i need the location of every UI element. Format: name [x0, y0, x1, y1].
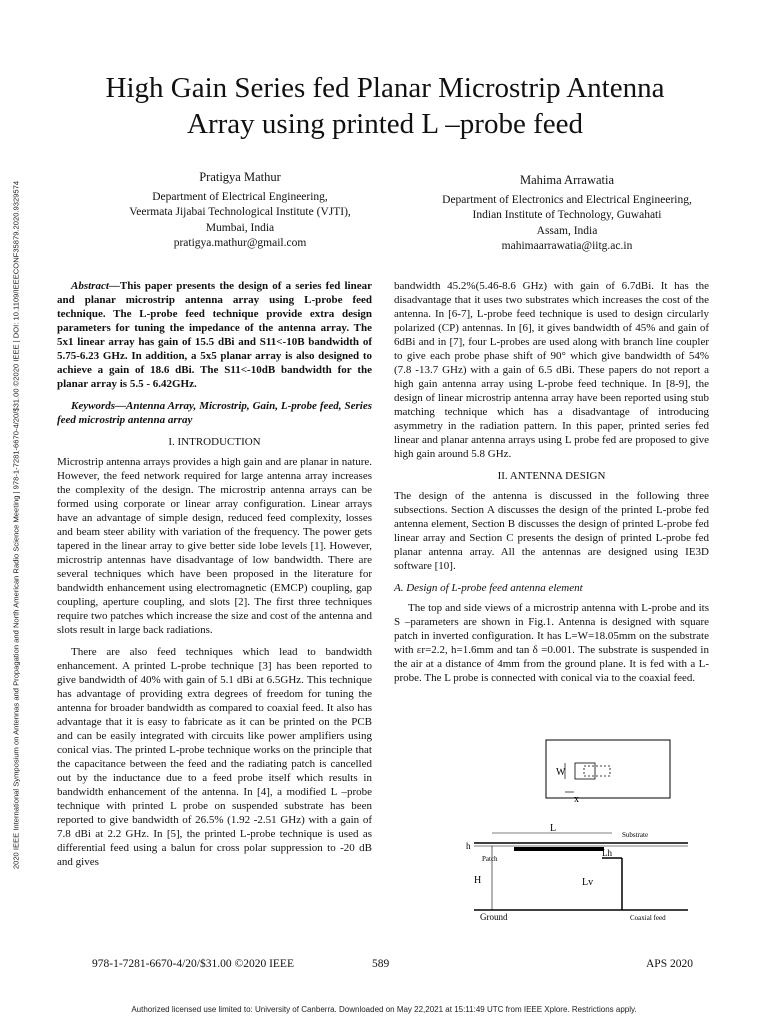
- section-heading: II. ANTENNA DESIGN: [497, 470, 606, 482]
- author-affiliation: Veermata Jijabai Technological Institute (VJTI),: [129, 206, 351, 218]
- label-l: L: [550, 823, 557, 834]
- right-column: [394, 279, 709, 693]
- paragraph: The design of the antenna is discussed in the following three subsections. Section A discusses the design of the printed L-probe fed antenna element, Section B discusses the design of printed L-probe fed linear array and Section C presents the design of printed L-probe fed planar antenna array. All the antennas are designed using IE3D software [10].: [394, 490, 709, 572]
- page-number: 589: [372, 958, 390, 970]
- subsection-heading: A. Design of L-probe feed antenna element: [394, 582, 583, 594]
- author-2: [392, 173, 742, 255]
- title-line-1: High Gain Series fed Planar Microstrip Antenna: [105, 72, 665, 104]
- label-coax: Coaxial feed: [630, 914, 666, 922]
- author-email: mahimaarrawatia@iitg.ac.in: [501, 240, 633, 252]
- author-1: [75, 170, 405, 252]
- author-location: Assam, India: [536, 224, 598, 237]
- section-heading: I. INTRODUCTION: [168, 436, 261, 448]
- paper-title: [40, 70, 730, 142]
- paragraph: The top and side views of a microstrip antenna with L-probe and its S –parameters are shown in Fig.1. Antenna is designed with square patch in inverted configuration. It has L=W=18.05mm on the substrate with εr=2.2, h=1.6mm and tan δ =0.001. The substrate is suspended in the air at a distance of 4mm from the ground plane. It is fed with a L-probe. The L probe is connected with conical via to the coaxial feed.: [394, 602, 709, 684]
- footer-conference: APS 2020: [646, 958, 693, 970]
- author-affiliation: Department of Electrical Engineering,: [152, 190, 328, 203]
- label-substrate: Substrate: [622, 831, 649, 839]
- title-line-2: Array using printed L –probe feed: [187, 108, 583, 140]
- label-patch: Patch: [482, 855, 498, 863]
- paragraph: There are also feed techniques which lead to bandwidth enhancement. A printed L-probe technique [3] has been reported to give bandwidth of 40% with gain of 5.1 dBi at 6.5GHz. This technique has advantage of providing extra degrees of freedom for tuning the antenna for broader bandwidth as compared to coaxial feed. It also has advantage that it is easy to fabricate as it can be printed on the PCB and can be easily integrated with circuits like power amplifiers using conical vias. The printed L-probe technique works on the principle that the capacitance between the feed and the radiating patch is cancelled out by the inductance due to a feed probe itself which results in bandwidth enhancement of the antenna. In [4], a modified L –probe technique with printed L probe on suspended substrate has been reported to give bandwidth of 26.5% (1.92 -2.51 GHz) with a gain of 7.8 dBi at 2.2 GHz. In [5], the printed L-probe technique is used as differential feed using a balun for cross polar suppression to -20 dB and gives: [57, 646, 372, 868]
- author-affiliation: Department of Electronics and Electrical Engineering,: [442, 193, 692, 206]
- left-column: [57, 279, 372, 877]
- author-name: Pratigya Mathur: [199, 170, 281, 184]
- side-citation: 2020 IEEE International Symposium on Antennas and Propagation and North American Radio Science Meeting | 978-1-7281-6670-4/20/$31.00 ©2020 IEEE | DOI: 10.1109/IEEECONF35879.2020.9329574: [11, 180, 21, 870]
- license-notice: Authorized licensed use limited to: University of Canberra. Downloaded on May 22,2021 at 15:11:49 UTC from IEEE Xplore. Restrictions apply.: [131, 1005, 637, 1014]
- label-big-h: H: [474, 875, 482, 886]
- label-x: x: [574, 794, 579, 805]
- label-ground: Ground: [480, 912, 508, 922]
- label-w: W: [556, 767, 566, 778]
- footer-isbn: 978-1-7281-6670-4/20/$31.00 ©2020 IEEE: [92, 958, 294, 970]
- author-affiliation: Indian Institute of Technology, Guwahati: [472, 209, 662, 221]
- keywords: Keywords—Antenna Array, Microstrip, Gain, L-probe feed, Series feed microstrip antenna array: [57, 400, 372, 426]
- top-view-probe: [584, 766, 610, 776]
- label-h: h: [466, 841, 471, 851]
- author-email: pratigya.mathur@gmail.com: [173, 237, 307, 249]
- paragraph: Microstrip antenna arrays provides a high gain and are planar in nature. However, the feed network required for large antenna array increases the complexity of the design. The microstrip antenna arrays can be formed using corporate or linear array configuration. Linear arrays have an advantage of simple design, reduced feed complexity, losses and beam steer ability with variation of the frequency. The power gets tapered in the linear array to give better side lobe levels [1]. However, microstrip antennas have disadvantage of low bandwidth. There are several techniques which have been proposed in the literature for bandwidth enhancement using electromagnetic (EMCP) coupling, gap coupling, aperture coupling, and slots [2]. The first three techniques require two patches which increase the size and cost of the antenna and slots result in large back radiations.: [57, 456, 372, 636]
- label-lh: Lh: [602, 848, 612, 858]
- author-location: Mumbai, India: [205, 221, 275, 234]
- patch-strip: [514, 847, 604, 851]
- figure-1: [462, 735, 694, 925]
- abstract: Abstract—This paper presents the design of a series fed linear and planar microstrip antenna array using L-probe feed technique. The L-probe feed technique provide extra design parameters for tuning the impedance of the antenna array. The 5x1 linear array has gain of 15.5 dBi and S11<-10B bandwidth of 5.75-6.23 GHz. In addition, a 5x5 planar array is also designed to achieve a gain of 18.6 dBi. The S11<-10dB bandwidth for the planar array is 5.5 - 6.42GHz.: [57, 280, 372, 390]
- author-name: Mahima Arrawatia: [519, 173, 615, 187]
- label-lv: Lv: [582, 877, 594, 888]
- paragraph: bandwidth 45.2%(5.46-8.6 GHz) with gain of 6.7dBi. It has the disadvantage that it uses two substrates which increases the cost of the antenna. In [6-7], L-probe feed technique is used to design circularly polarized (CP) antennas. In [6], it gives bandwidth of 45% and gain of 6dBi and in [7], four L-probes are used along with branch line coupler to give each probe phase shift of 90° which give bandwidth of 54% (7.8 -13.7 GHz) with a gain of 6.5 dBi. These papers do not report a high gain antenna array using L-probe feed technique. In [8-9], the design of linear microstrip antenna array have been reported using stub matching technique which has a disadvantage of introducing asymmetry in the radiation pattern. In this paper, printed series fed linear and planar antenna arrays using L probe fed are proposed to give high gain around 5.8 GHz.: [394, 280, 709, 460]
- top-view-patch: [575, 763, 595, 779]
